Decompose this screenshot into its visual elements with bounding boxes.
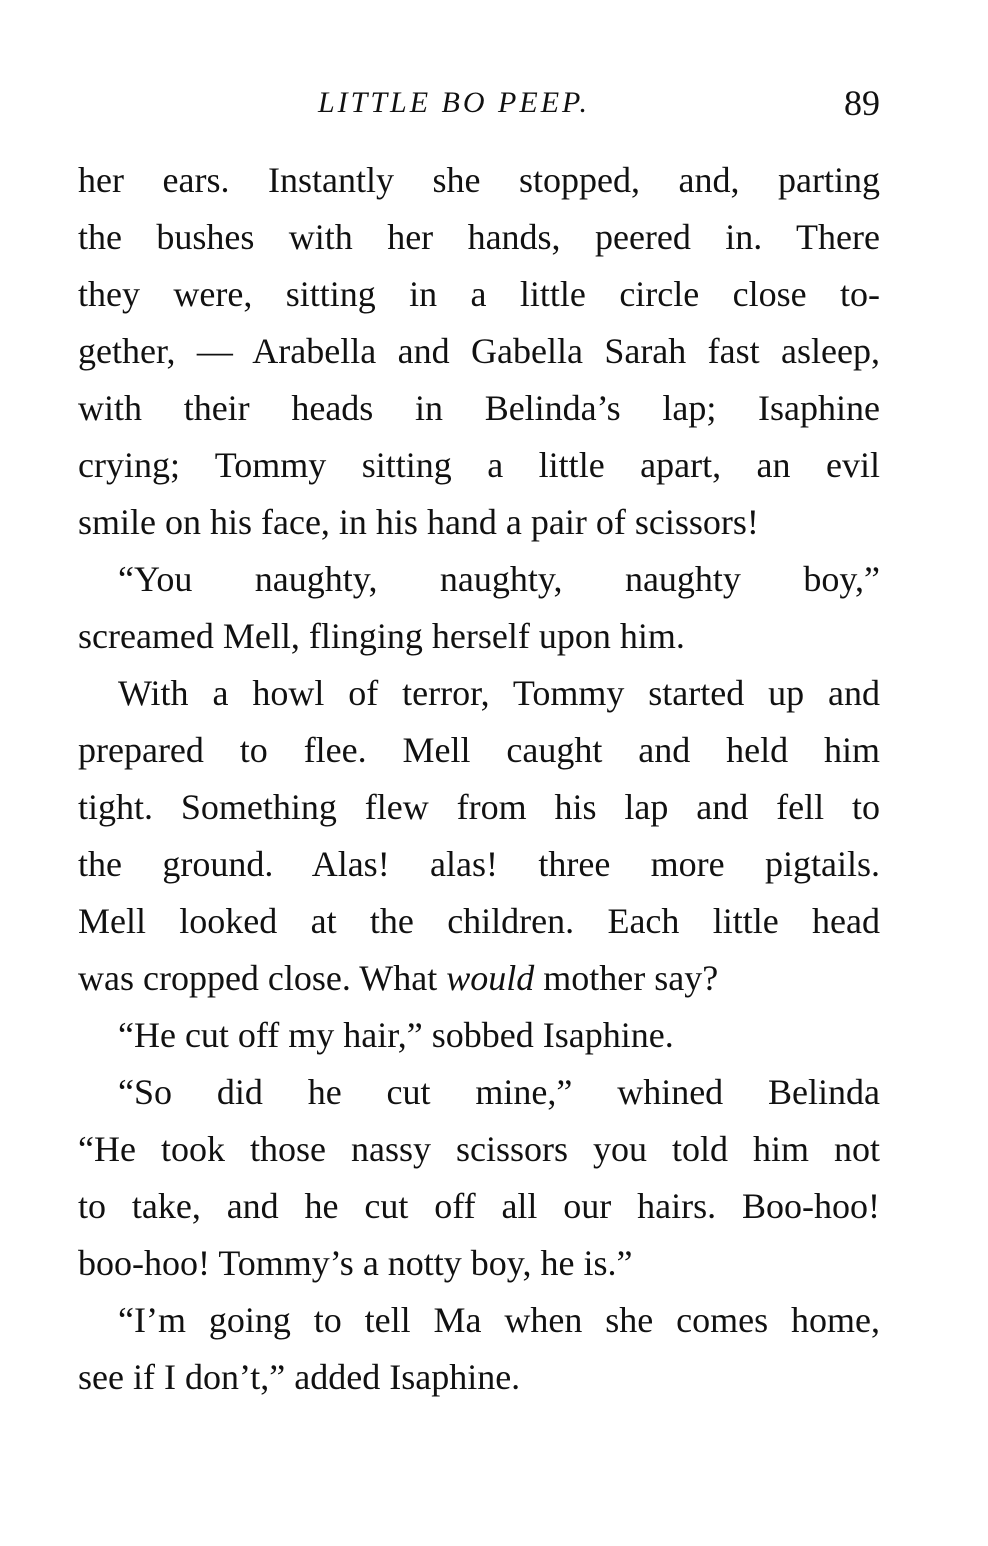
text-line: the bushes with her hands, peered in. There	[78, 217, 880, 257]
text-line: screamed Mell, flinging herself upon him.	[78, 616, 685, 656]
text-line: tight. Something flew from his lap and fell to	[78, 787, 880, 827]
text-line: Mell looked at the children. Each little head	[78, 901, 880, 941]
text-line: With a howl of terror, Tommy started up and	[118, 673, 880, 713]
text-line: “He took those nassy scissors you told him not	[78, 1129, 880, 1169]
text-line: prepared to flee. Mell caught and held him	[78, 730, 880, 770]
text-run: mother say?	[534, 958, 719, 998]
running-head	[78, 78, 880, 128]
text-line: boo-hoo! Tommy’s a notty boy, he is.”	[78, 1243, 633, 1283]
text-line: “So did he cut mine,” whined Belinda	[118, 1072, 880, 1112]
text-line: with their heads in Belinda’s lap; Isaphine	[78, 388, 880, 428]
text-line: “I’m going to tell Ma when she comes home,	[118, 1300, 880, 1340]
text-line: “He cut off my hair,” sobbed Isaphine.	[118, 1015, 674, 1055]
text-line: her ears. Instantly she stopped, and, parting	[78, 160, 880, 200]
italic-text-run: would	[446, 958, 535, 998]
page-number: 89	[844, 83, 880, 123]
text-line: “You naughty, naughty, naughty boy,”	[118, 559, 880, 599]
text-line: crying; Tommy sitting a little apart, an evil	[78, 445, 880, 485]
text-line: gether, — Arabella and Gabella Sarah fast asleep,	[78, 331, 880, 371]
text-run: was cropped close. What	[78, 958, 447, 998]
text-line: to take, and he cut off all our hairs. Boo-hoo!	[78, 1186, 880, 1226]
text-line: they were, sitting in a little circle close to-	[78, 274, 880, 314]
text-line	[78, 950, 880, 1007]
text-line: smile on his face, in his hand a pair of scissors!	[78, 502, 759, 542]
text-line: the ground. Alas! alas! three more pigtails.	[78, 844, 880, 884]
body-text	[78, 152, 880, 1406]
text-line: see if I don’t,” added Isaphine.	[78, 1357, 521, 1397]
running-title: LITTLE BO PEEP.	[318, 86, 590, 119]
